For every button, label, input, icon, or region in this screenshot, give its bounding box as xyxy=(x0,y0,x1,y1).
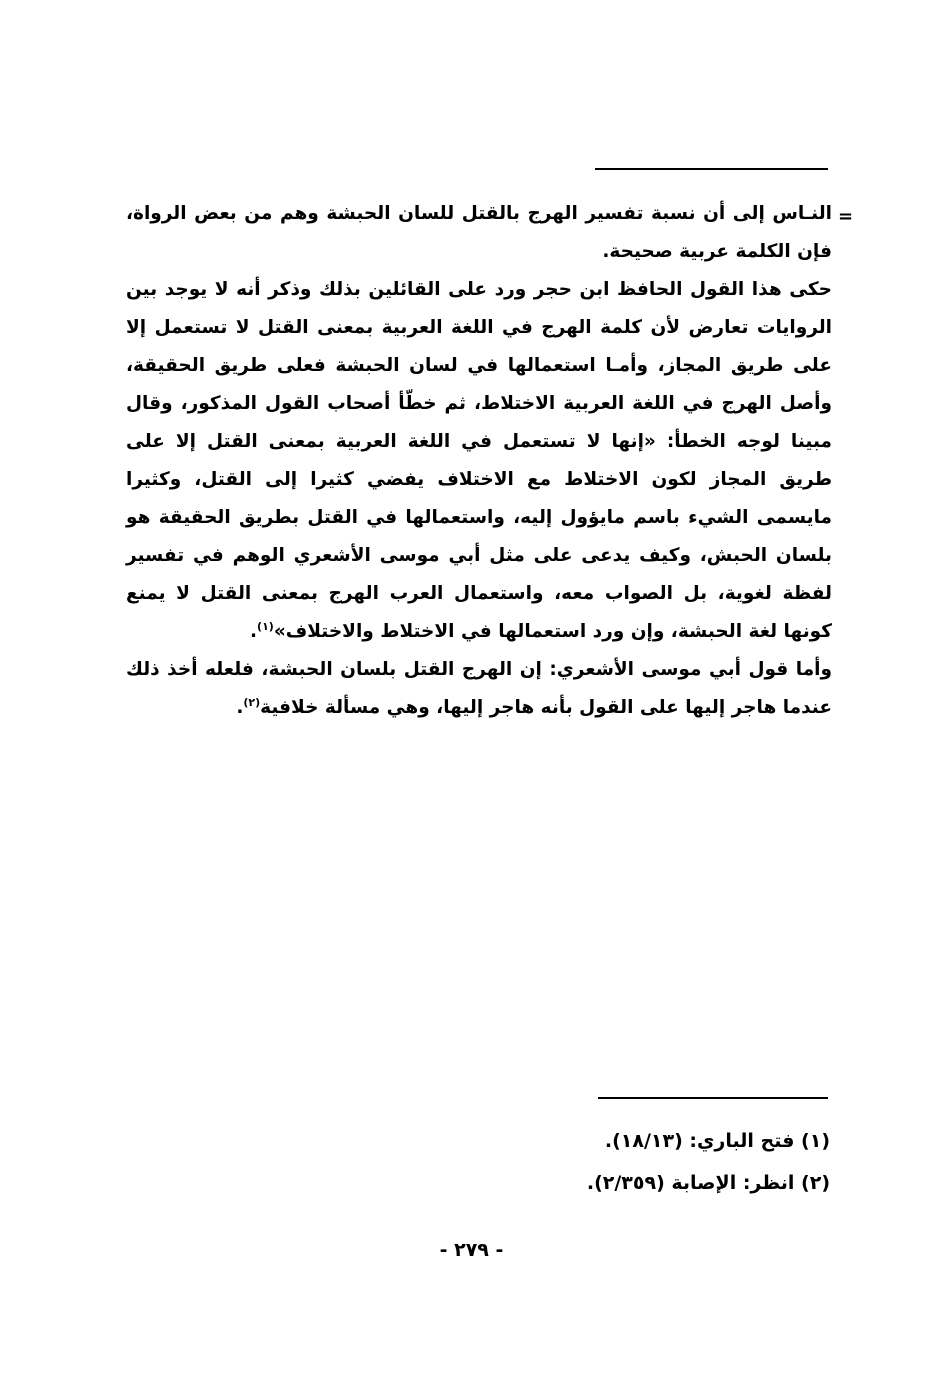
main-text xyxy=(126,195,832,727)
paragraph-3 xyxy=(126,651,832,727)
paragraph-1: النـاس إلى أن نسبة تفسير الهرج بالقتل للسان الحبشة وهم من بعض الرواة، فإن الكلمة عربية صحيحة. xyxy=(126,203,832,262)
footnote-ref-2: (٢) xyxy=(243,696,261,709)
continuation-mark: = xyxy=(838,206,854,227)
page-number: - ٢٧٩ - xyxy=(439,1239,504,1261)
footnotes xyxy=(430,1120,830,1204)
top-separator-rule xyxy=(595,168,828,170)
paragraph-3-end: . xyxy=(236,697,244,718)
footnote-1: (١) فتح الباري: (١٨/١٣). xyxy=(604,1130,830,1152)
paragraph-3-text: وأما قول أبي موسى الأشعري: إن الهرج القتل بلسان الحبشة، فلعله أخذ ذلك عندما هاجر إليها على القول بأنه هاجر إليها، وهي مسألة خلافية xyxy=(126,659,832,718)
paragraph-2-text: حكى هذا القول الحافظ ابن حجر ورد على القائلين بذلك وذكر أنه لا يوجد بين الروايات تعارض لأن كلمة الهرج في اللغة العربية بمعنى القتل لا تستعمل إلا على طريق المجاز، وأمـا استعمالها في لسان الحبشة فعلى طريق الحقيقة، وأصل الهرج في اللغة العربية الاختلاط، ثم خطّأ أصحاب القول المذكور، وقال مبينا لوجه الخطأ: «إنها لا تستعمل في اللغة العربية بمعنى القتل إلا على طريق المجاز لكون الاختلاط مع الاختلاف يفضي كثيرا إلى القتل، وكثيرا مايسمى الشيء باسم مايؤول إليه، واستعمالها في القتل بطريق الحقيقة هو بلسان الحبش، وكيف يدعى على مثل أبي موسى الأشعري الوهم في تفسير لفظة لغوية، بل الصواب معه، واستعمال العرب الهرج بمعنى القتل لا يمنع كونها لغة الحبشة، وإن ورد استعمالها في الاختلاط والاختلاف» xyxy=(126,279,832,642)
paragraph-2 xyxy=(126,271,832,651)
footnote-separator-rule xyxy=(598,1097,828,1099)
footnote-ref-1: (١) xyxy=(257,620,274,633)
paragraph-2-end: . xyxy=(250,621,258,642)
footnote-2: (٢) انظر: الإصابة (٢/٣٥٩). xyxy=(586,1172,830,1194)
